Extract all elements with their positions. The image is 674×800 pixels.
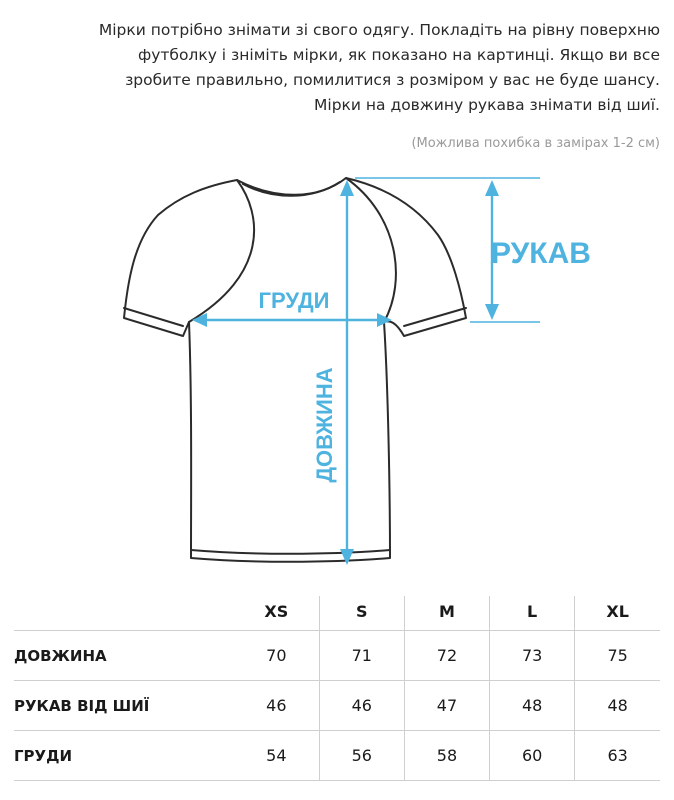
- size-header: S: [319, 596, 404, 631]
- instructions-line: Мірки потрібно знімати зі свого одягу. Покладіть на рівну поверхню: [98, 21, 660, 39]
- size-header: XS: [234, 596, 319, 631]
- table-cell: 72: [404, 631, 489, 681]
- table-cell: 60: [490, 731, 575, 781]
- size-chart-table: [14, 596, 660, 781]
- sleeve-arrow-top-head: [485, 180, 499, 196]
- length-arrow-bottom-head: [340, 549, 354, 565]
- table-row: [14, 631, 660, 681]
- table-cell: 56: [319, 731, 404, 781]
- table-cell: 48: [575, 681, 660, 731]
- sleeve-label: РУКАВ: [491, 237, 591, 270]
- table-cell: 70: [234, 631, 319, 681]
- table-cell: 58: [404, 731, 489, 781]
- table-row: [14, 731, 660, 781]
- instructions-text: [10, 18, 660, 118]
- table-cell: 73: [490, 631, 575, 681]
- table-cell: 48: [490, 681, 575, 731]
- row-label: ДОВЖИНА: [14, 631, 234, 681]
- table-cell: 75: [575, 631, 660, 681]
- table-cell: 63: [575, 731, 660, 781]
- tshirt-outline: [124, 178, 466, 562]
- measurement-arrows: [192, 178, 540, 565]
- sleeve-arrow-bottom-head: [485, 304, 499, 320]
- instructions-line: футболку і зніміть мірки, як показано на картинці. Якщо ви все: [137, 46, 660, 64]
- size-header-row: [14, 596, 660, 631]
- row-label: РУКАВ ВІД ШИЇ: [14, 681, 234, 731]
- instructions-line: Мірки на довжину рукава знімати від шиї.: [314, 96, 660, 114]
- table-cell: 71: [319, 631, 404, 681]
- table-cell: 46: [319, 681, 404, 731]
- size-header: XL: [575, 596, 660, 631]
- size-header: L: [490, 596, 575, 631]
- size-header: M: [404, 596, 489, 631]
- chest-label: ГРУДИ: [258, 288, 330, 313]
- table-cell: 47: [404, 681, 489, 731]
- tshirt-measurement-diagram: [0, 160, 674, 580]
- row-label: ГРУДИ: [14, 731, 234, 781]
- measurement-tolerance-note: (Можлива похибка в замірах 1-2 см): [411, 136, 660, 151]
- table-cell: 54: [234, 731, 319, 781]
- length-label: ДОВЖИНА: [312, 367, 337, 483]
- instructions-line: зробите правильно, помилитися з розміром у вас не буде шансу.: [125, 71, 660, 89]
- header-corner: [14, 596, 234, 631]
- table-cell: 46: [234, 681, 319, 731]
- table-row: [14, 681, 660, 731]
